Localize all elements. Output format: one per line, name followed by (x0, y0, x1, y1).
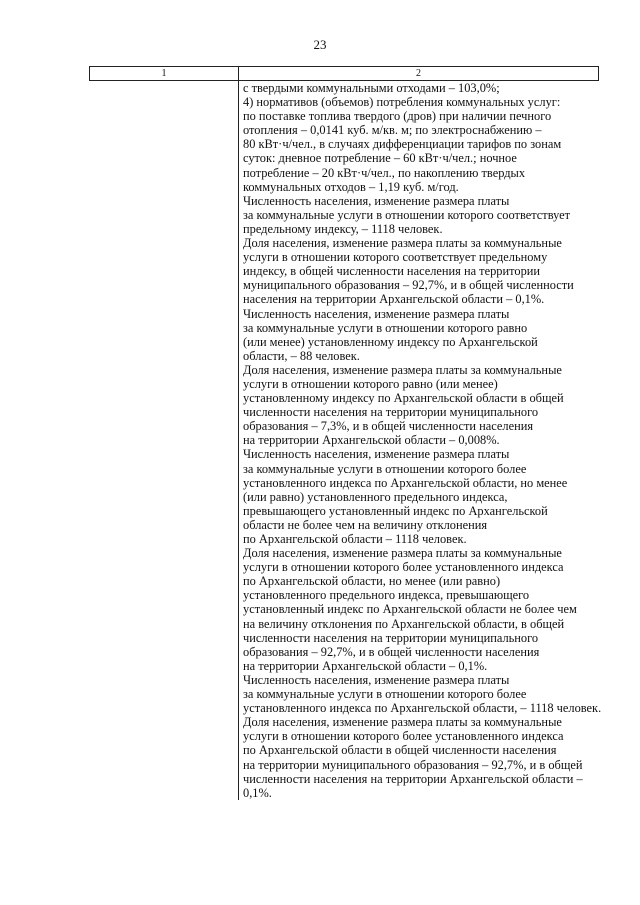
text-line: образования – 7,3%, и в общей численности населения (243, 419, 534, 434)
text-line: численности населения на территории муниципального (243, 630, 539, 645)
text-line: с твердыми коммунальными отходами – 103,0%; (243, 81, 500, 95)
text-line: индексу, в общей численности населения на территории (243, 264, 541, 279)
text-line: по Архангельской области, но менее (или равно) (243, 574, 501, 589)
text-line: численности населения на территории муниципального (243, 405, 539, 420)
text-line: за коммунальные услуги в отношении которого более (243, 461, 527, 476)
cell-text (239, 81, 602, 800)
text-line: на величину отклонения по Архангельской области, в общей (243, 616, 565, 631)
text-line: на территории Архангельской области – 0,008%. (243, 433, 500, 448)
text-line: установленного предельного индекса, превышающего (243, 588, 530, 603)
text-line: области не более чем на величину отклонения (243, 517, 488, 532)
text-line: населения на территории Архангельской области – 0,1%. (243, 292, 545, 307)
text-line: установленному индексу по Архангельской области в общей (243, 391, 564, 406)
text-line: численности населения на территории Архангельской области – (243, 771, 583, 786)
text-line: на территории Архангельской области – 0,1%. (243, 658, 488, 673)
text-line: Доля населения, изменение размера платы за коммунальные (243, 546, 562, 561)
text-line: коммунальных отходов – 1,19 куб. м/год. (243, 179, 459, 194)
text-line: за коммунальные услуги в отношении которого равно (243, 320, 528, 335)
text-line: Доля населения, изменение размера платы за коммунальные (243, 236, 562, 251)
text-line: образования – 92,7%, и в общей численности населения (243, 644, 540, 659)
text-line: услуги в отношении которого соответствует предельному (243, 250, 548, 265)
text-line: суток: дневное потребление – 60 кВт·ч/чел.; ночное (243, 151, 517, 166)
text-line: 80 кВт·ч/чел., в случаях дифференциации тарифов по зонам (243, 137, 562, 152)
document-table (89, 66, 602, 800)
text-line: области, – 88 человек. (243, 348, 360, 363)
text-line: за коммунальные услуги в отношении которого более (243, 687, 527, 702)
table-cell-right (239, 81, 602, 800)
text-line: (или равно) установленного предельного индекса, (243, 489, 508, 504)
text-line: услуги в отношении которого более установленного индекса (243, 560, 564, 575)
text-line: установленного индекса по Архангельской области, – 1118 человек. (243, 701, 602, 716)
text-line: предельному индексу, – 1118 человек. (243, 221, 443, 236)
text-line: 4) нормативов (объемов) потребления коммунальных услуг: (243, 95, 561, 110)
text-line: услуги в отношении которого более установленного индекса (243, 729, 564, 744)
text-line: превышающего установленный индекс по Архангельской (243, 503, 548, 518)
table-body-row (90, 81, 599, 800)
text-line: муниципального образования – 92,7%, и в общей численности (243, 278, 574, 293)
text-line: Численность населения, изменение размера платы (243, 447, 510, 462)
text-line: по Архангельской области – 1118 человек. (243, 532, 467, 546)
text-line: Численность населения, изменение размера платы (243, 306, 510, 321)
text-line: установленный индекс по Архангельской области не более чем (243, 602, 577, 617)
text-line: установленного индекса по Архангельской области, но менее (243, 475, 568, 490)
text-line: по Архангельской области в общей численности населения (243, 743, 557, 758)
text-line: Численность населения, изменение размера платы (243, 672, 510, 687)
text-line: Доля населения, изменение размера платы за коммунальные (243, 362, 562, 377)
text-line: по поставке топлива твердого (дров) при наличии печного (243, 109, 552, 124)
text-line: 0,1%. (243, 785, 272, 800)
text-line: Доля населения, изменение размера платы за коммунальные (243, 715, 562, 730)
page-number: 23 (313, 37, 327, 52)
text-line: за коммунальные услуги в отношении которого соответствует (243, 207, 571, 222)
text-line: (или менее) установленному индексу по Архангельской (243, 334, 538, 349)
text-line: отопления – 0,0141 куб. м/кв. м; по электроснабжению – (243, 123, 542, 138)
column-header-2: 2 (239, 67, 599, 81)
table-header-row (90, 67, 599, 81)
column-header-1: 1 (90, 67, 239, 81)
text-line: услуги в отношении которого равно (или менее) (243, 376, 498, 391)
text-line: потребление – 20 кВт·ч/чел., по накоплению твердых (243, 165, 526, 180)
table-cell-left (90, 81, 239, 800)
text-line: Численность населения, изменение размера платы (243, 193, 510, 208)
text-line: на территории муниципального образования – 92,7%, и в общей (243, 757, 583, 772)
